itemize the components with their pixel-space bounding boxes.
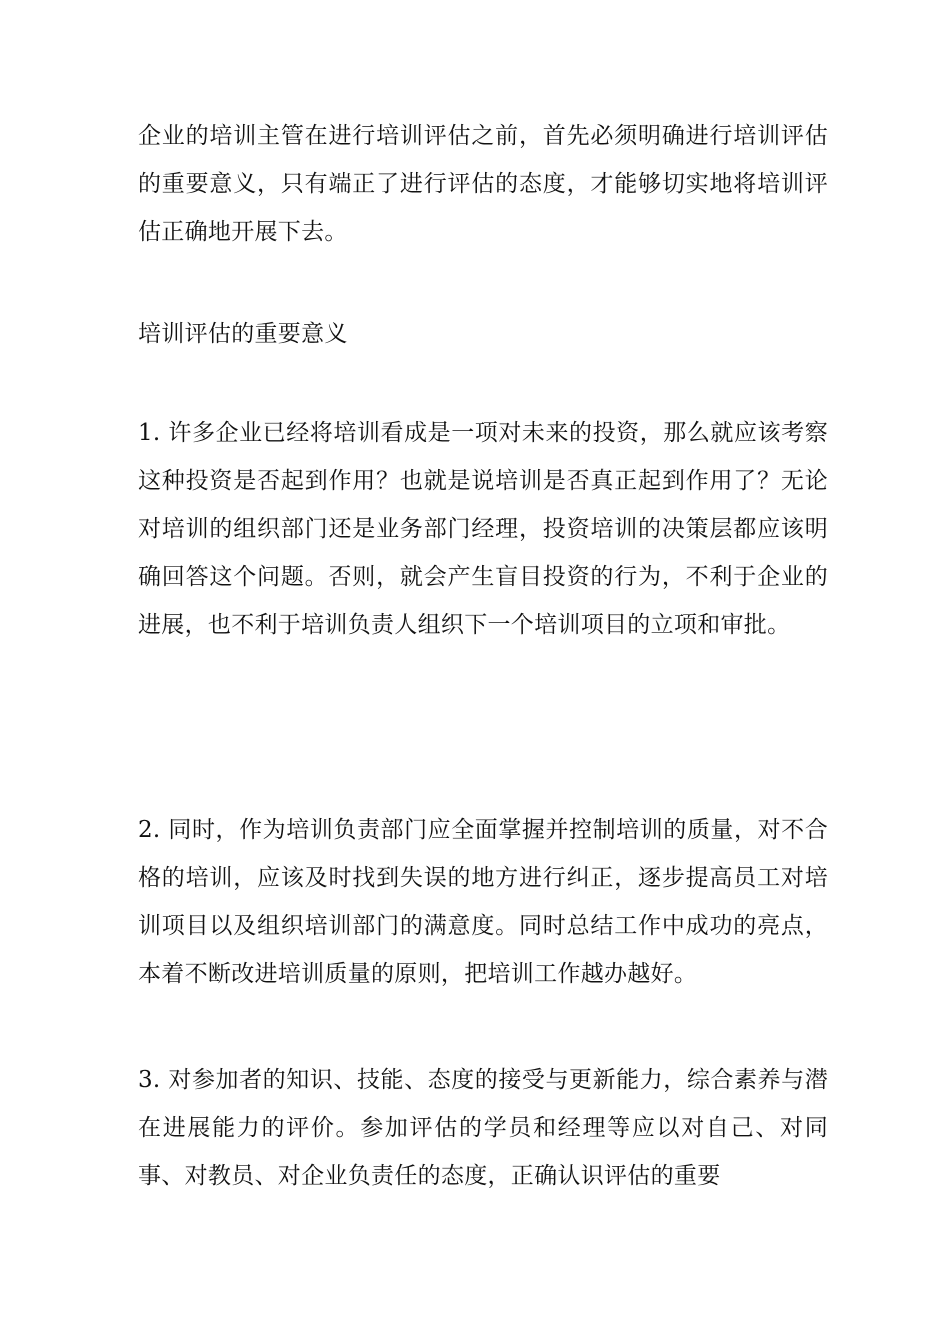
intro-paragraph: 企业的培训主管在进行培训评估之前，首先必须明确进行培训评估的重要意义，只有端正了进行评估的态度，才能够切实地将培训评估正确地开展下去。 <box>138 123 828 245</box>
section-heading: 培训评估的重要意义 <box>138 321 348 347</box>
list-item: 1. 许多企业已经将培训看成是一项对未来的投资，那么就应该考察这种投资是否起到作用？也就是说培训是否真正起到作用了？无论对培训的组织部门还是业务部门经理，投资培训的决策层都应该明确回答这个问题。否则，就会产生盲目投资的行为，不利于企业的进展，也不利于培训负责人组织下一个培训项目的立项和审批。 <box>138 420 828 638</box>
list-item: 3. 对参加者的知识、技能、态度的接受与更新能力，综合素养与潜在进展能力的评价。参加评估的学员和经理等应以对自己、对同事、对教员、对企业负责任的态度，正确认识评估的重要 <box>138 1067 828 1189</box>
list-item: 2. 同时，作为培训负责部门应全面掌握并控制培训的质量，对不合格的培训，应该及时找到失误的地方进行纠正，逐步提高员工对培训项目以及组织培训部门的满意度。同时总结工作中成功的亮点，本着不断改进培训质量的原则，把培训工作越办越好。 <box>138 817 828 987</box>
